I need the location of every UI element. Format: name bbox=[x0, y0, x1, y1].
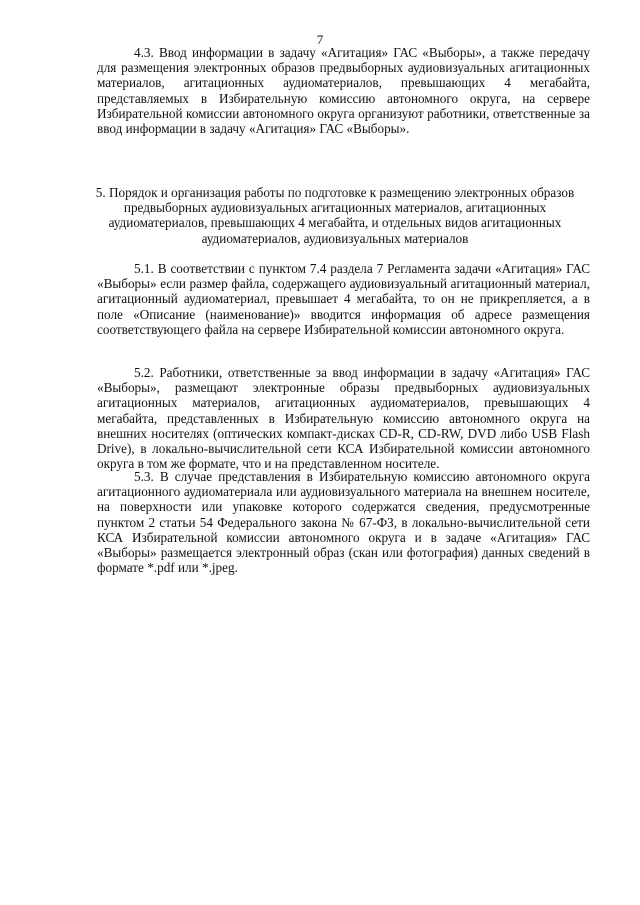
paragraph-5-2: 5.2. Работники, ответственные за ввод информации в задачу «Агитация» ГАС «Выборы», размещают электронные образы предвыборных аудиовизуальных агитационных материалов, агитационных аудиоматериалов, превышающих 4 мегабайта, представленных в Избирательную комиссию автономного округа на внешних носителях (оптических компакт-дисках CD-R, CD-RW, DVD либо USB Flash Drive), в локально-вычислительной сети КСА Избирательной комиссии автономного округа в том же формате, что и на представленном носителе. bbox=[97, 365, 590, 472]
section-5-heading: 5. Порядок и организация работы по подготовке к размещению электронных образов предвыборных аудиовизуальных агитационных материалов, агитационных аудиоматериалов, превышающих 4 мегабайта, и отдельных видов агитационных аудиоматериалов, аудиовизуальных материалов bbox=[95, 185, 575, 246]
paragraph-5-1: 5.1. В соответствии с пунктом 7.4 раздела 7 Регламента задачи «Агитация» ГАС «Выборы» если размер файла, содержащего аудиовизуальный агитационный материал, агитационный аудиоматериал, превышает 4 мегабайта, то он не прикрепляется, а в поле «Описание (наименование)» вводится информация об адресе размещения соответствующего файла на сервере Избирательной комиссии автономного округа. bbox=[97, 261, 590, 337]
paragraph-4-3: 4.3. Ввод информации в задачу «Агитация» ГАС «Выборы», а также передачу для размещения электронных образов предвыборных аудиовизуальных агитационных материалов, агитационных аудиоматериалов, превышающих 4 мегабайта, представляемых в Избирательную комиссию автономного округа, на сервере Избирательной комиссии автономного округа организуют работники, ответственные за ввод информации в задачу «Агитация» ГАС «Выборы». bbox=[97, 45, 590, 137]
page-number: 7 bbox=[316, 32, 324, 47]
paragraph-5-3: 5.3. В случае представления в Избирательную комиссию автономного округа агитационного аудиоматериала или аудиовизуального материала на внешнем носителе, на поверхности или упаковке которого содержатся сведения, предусмотренные пунктом 2 статьи 54 Федерального закона № 67-ФЗ, в локально-вычислительной сети КСА Избирательной комиссии автономного округа и в задаче «Агитация» ГАС «Выборы» размещается электронный образ (скан или фотография) данных сведений в формате *.pdf или *.jpeg. bbox=[97, 469, 590, 576]
